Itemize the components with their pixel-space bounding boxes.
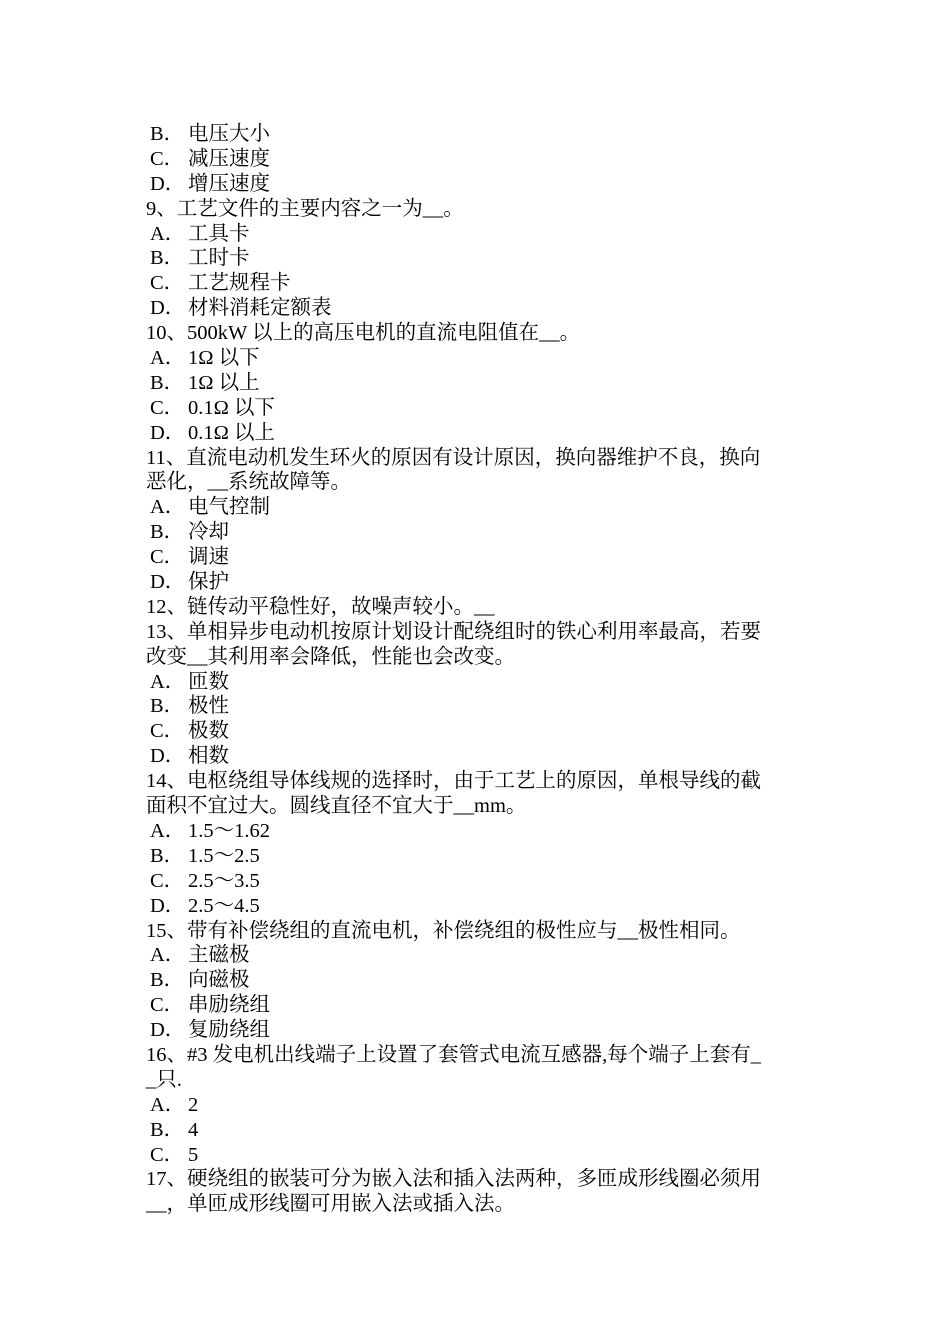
option-text: 极数 <box>188 720 229 743</box>
option-text: 串励绕组 <box>188 994 270 1017</box>
option-letter: B． <box>150 969 185 992</box>
question-text-line: 12、链传动平稳性好，故噪声较小。__ <box>146 595 495 618</box>
question-text-line: 11、直流电动机发生环火的原因有设计原因，换向器维护不良，换向 <box>146 446 761 469</box>
answer-option <box>146 719 810 744</box>
answer-option <box>146 844 810 869</box>
question-text-line: __，单匝成形线圈可用嵌入法或插入法。 <box>146 1193 515 1216</box>
option-letter: A． <box>150 819 186 842</box>
answer-option <box>146 670 810 695</box>
option-text: 增压速度 <box>188 172 270 195</box>
option-text: 4 <box>188 1118 199 1141</box>
answer-option <box>146 1093 810 1118</box>
question-text-line: 14、电枢绕组导体线规的选择时，由于工艺上的原因，单根导线的截 <box>146 770 761 793</box>
answer-option <box>146 396 810 421</box>
option-text: 电气控制 <box>188 496 270 519</box>
question-text-line: 改变__其利用率会降低，性能也会改变。 <box>146 645 515 668</box>
option-letter: C． <box>150 546 185 569</box>
option-text: 2.5～3.5 <box>188 869 260 892</box>
answer-option <box>146 346 810 371</box>
question-text-line: 10、500kW 以上的高压电机的直流电阻值在__。 <box>146 322 581 345</box>
option-text: 1.5～1.62 <box>188 819 270 842</box>
question-text-line: 13、单相异步电动机按原计划设计配绕组时的铁心利用率最高，若要 <box>146 620 761 643</box>
option-text: 减压速度 <box>188 147 270 170</box>
answer-option <box>146 1118 810 1143</box>
answer-option <box>146 147 810 172</box>
answer-option <box>146 1143 810 1168</box>
option-text: 调速 <box>188 546 229 569</box>
option-text: 材料消耗定额表 <box>188 297 332 320</box>
option-letter: D． <box>150 894 186 917</box>
option-letter: C． <box>150 720 185 743</box>
option-text: 0.1Ω 以下 <box>188 396 275 419</box>
option-text: 2.5～4.5 <box>188 894 260 917</box>
answer-option <box>146 570 810 595</box>
option-letter: C． <box>150 396 185 419</box>
option-letter: A． <box>150 222 186 245</box>
option-text: 复励绕组 <box>188 1019 270 1042</box>
option-text: 1Ω 以上 <box>188 371 260 394</box>
option-letter: A． <box>150 347 186 370</box>
option-text: 主磁极 <box>188 944 250 967</box>
option-letter: D． <box>150 571 186 594</box>
option-text: 极性 <box>188 695 229 718</box>
option-letter: D． <box>150 297 186 320</box>
answer-option <box>146 993 810 1018</box>
question-text-line: 15、带有补偿绕组的直流电机，补偿绕组的极性应与__极性相同。 <box>146 919 741 942</box>
document-body <box>146 122 810 1217</box>
answer-option <box>146 968 810 993</box>
option-letter: C． <box>150 869 185 892</box>
answer-option <box>146 819 810 844</box>
answer-option <box>146 545 810 570</box>
answer-option <box>146 694 810 719</box>
option-text: 匝数 <box>188 670 229 693</box>
answer-option <box>146 122 810 147</box>
option-letter: D． <box>150 1019 186 1042</box>
option-letter: B． <box>150 695 185 718</box>
option-text: 2 <box>188 1093 199 1116</box>
option-letter: A． <box>150 496 186 519</box>
answer-option <box>146 296 810 321</box>
answer-option <box>146 495 810 520</box>
option-letter: C． <box>150 147 185 170</box>
option-letter: A． <box>150 670 186 693</box>
option-text: 工时卡 <box>188 247 250 270</box>
option-letter: D． <box>150 745 186 768</box>
answer-option <box>146 371 810 396</box>
option-letter: A． <box>150 944 186 967</box>
option-text: 工具卡 <box>188 222 250 245</box>
option-letter: C． <box>150 1143 185 1166</box>
option-letter: B． <box>150 1118 185 1141</box>
option-letter: B． <box>150 521 185 544</box>
answer-option <box>146 271 810 296</box>
option-text: 1.5～2.5 <box>188 844 260 867</box>
question-text-line: 恶化，__系统故障等。 <box>146 471 351 494</box>
answer-option <box>146 172 810 197</box>
option-text: 相数 <box>188 745 229 768</box>
option-text: 0.1Ω 以上 <box>188 421 275 444</box>
answer-option <box>146 520 810 545</box>
question-text-line: 16、#3 发电机出线端子上设置了套管式电流互感器,每个端子上套有_ <box>146 1043 761 1066</box>
option-text: 1Ω 以下 <box>188 347 260 370</box>
option-text: 保护 <box>188 571 229 594</box>
answer-option <box>146 421 810 446</box>
option-letter: B． <box>150 123 185 145</box>
option-letter: D． <box>150 172 186 195</box>
question-text-line: 9、工艺文件的主要内容之一为__。 <box>146 197 464 220</box>
option-letter: B． <box>150 247 185 270</box>
option-text: 工艺规程卡 <box>188 272 291 295</box>
question-text-line: _只. <box>146 1068 182 1091</box>
answer-option <box>146 744 810 769</box>
option-text: 向磁极 <box>188 969 250 992</box>
option-letter: D． <box>150 421 186 444</box>
option-letter: C． <box>150 994 185 1017</box>
answer-option <box>146 222 810 247</box>
option-text: 5 <box>188 1143 199 1166</box>
answer-option <box>146 943 810 968</box>
answer-option <box>146 246 810 271</box>
answer-option <box>146 1018 810 1043</box>
option-letter: B． <box>150 844 185 867</box>
option-letter: C． <box>150 272 185 295</box>
answer-option <box>146 869 810 894</box>
question-text-line: 17、硬绕组的嵌装可分为嵌入法和插入法两种，多匝成形线圈必须用 <box>146 1168 761 1191</box>
option-letter: B． <box>150 371 185 394</box>
option-letter: A． <box>150 1093 186 1116</box>
option-text: 电压大小 <box>188 123 270 145</box>
option-text: 冷却 <box>188 521 229 544</box>
answer-option <box>146 894 810 919</box>
question-text-line: 面积不宜过大。圆线直径不宜大于__mm。 <box>146 795 527 818</box>
